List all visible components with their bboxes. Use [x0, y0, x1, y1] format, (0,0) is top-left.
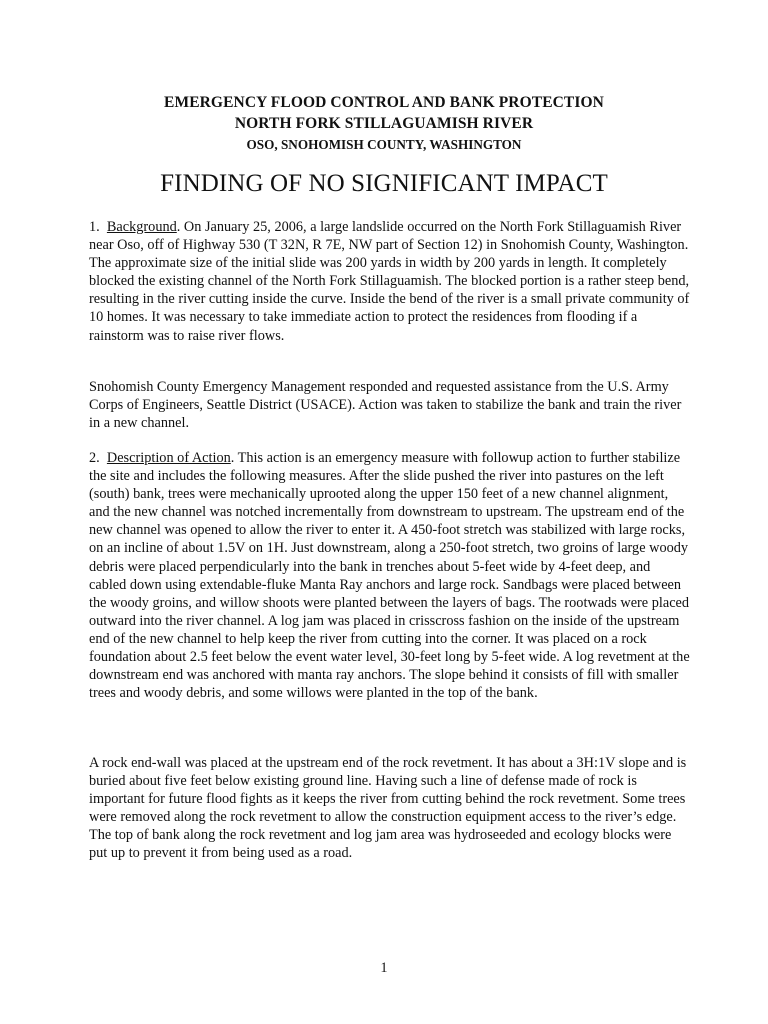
header-line-1: EMERGENCY FLOOD CONTROL AND BANK PROTECTION [164, 94, 604, 111]
header-line-2: NORTH FORK STILLAGUAMISH RIVER [234, 115, 534, 132]
header-line-3: OSO, SNOHOMISH COUNTY, WASHINGTON [246, 137, 522, 152]
section-heading-description: Description of Action [106, 450, 231, 466]
page-number: 1 [380, 960, 388, 976]
paragraph-response: Snohomish County Emergency Management responded and requested assistance from the U.S. Army Corps of Engineers, Seattle District (USACE). Action was taken to stabilize the bank and train the river in a new channel. [89, 379, 682, 432]
paragraph-background-text: . On January 25, 2006, a large landslide occurred on the North Fork Stillaguamish River near Oso, off of Highway 530 (T 32N, R 7E, NW part of Section 12) in Snohomish County, Washington. The approximate size of the initial slide was 200 yards in width by 200 yards in length. It completely blocked the existing channel of the North Fork Stillaguamish. The blocked portion is a rather steep bend, resulting in the river cutting inside the curve. Inside the bend of the river is a small private community of 10 homes. It was necessary to take immediate action to protect the residences from flooding if a rainstorm was to raise river flows. [89, 219, 690, 344]
section-heading-background: Background [106, 219, 177, 235]
document-title: FINDING OF NO SIGNIFICANT IMPACT [160, 170, 608, 197]
paragraph-description-text: . This action is an emergency measure with followup action to further stabilize the site and includes the following measures. After the slide pushed the river into pastures on the left (south) bank, trees were mechanically uprooted along the upper 150 feet of a new channel alignment, and the new channel was notched incrementally from downstream to upstream. The upstream end of the new channel was opened to allow the river to enter it. A 450-foot stretch was stabilized with large rocks, on an incline of about 1.5V on 1H. Just downstream, along a 250-foot stretch, two groins of large woody debris were placed perpendicularly into the bank in trenches about 5-feet wide by 4-feet deep, and cabled down using extendable-fluke Manta Ray anchors and large rock. Sandbags were placed between the woody groins, and willow shoots were planted between the layers of bags. The rootwads were placed outward into the river channel. A log jam was placed in crisscross fashion on the inside of the upstream end of the new channel to help keep the river from cutting into the corner. It was placed on a rock foundation about 2.5 feet below the event water level, 30-feet long by 5-feet wide. A log revetment at the downstream end was anchored with manta ray anchors. The slope behind it consists of fill with smaller trees and woody debris, and some willows were planted in the top of the bank. [89, 450, 690, 702]
section-number-1: 1. [89, 219, 100, 235]
section-number-2: 2. [89, 450, 100, 466]
paragraph-endwall: A rock end-wall was placed at the upstream end of the rock revetment. It has about a 3H:1V slope and is buried about five feet below existing ground line. Having such a line of defense made of rock is important for future flood fights as it keeps the river from cutting behind the rock revetment. Some trees were removed along the rock revetment to allow the construction equipment access to the river’s edge. The top of bank along the rock revetment and log jam area was hydroseeded and ecology blocks were put up to prevent it from being used as a road. [89, 755, 687, 862]
paragraph-description [89, 449, 691, 702]
paragraph-background [89, 218, 691, 345]
